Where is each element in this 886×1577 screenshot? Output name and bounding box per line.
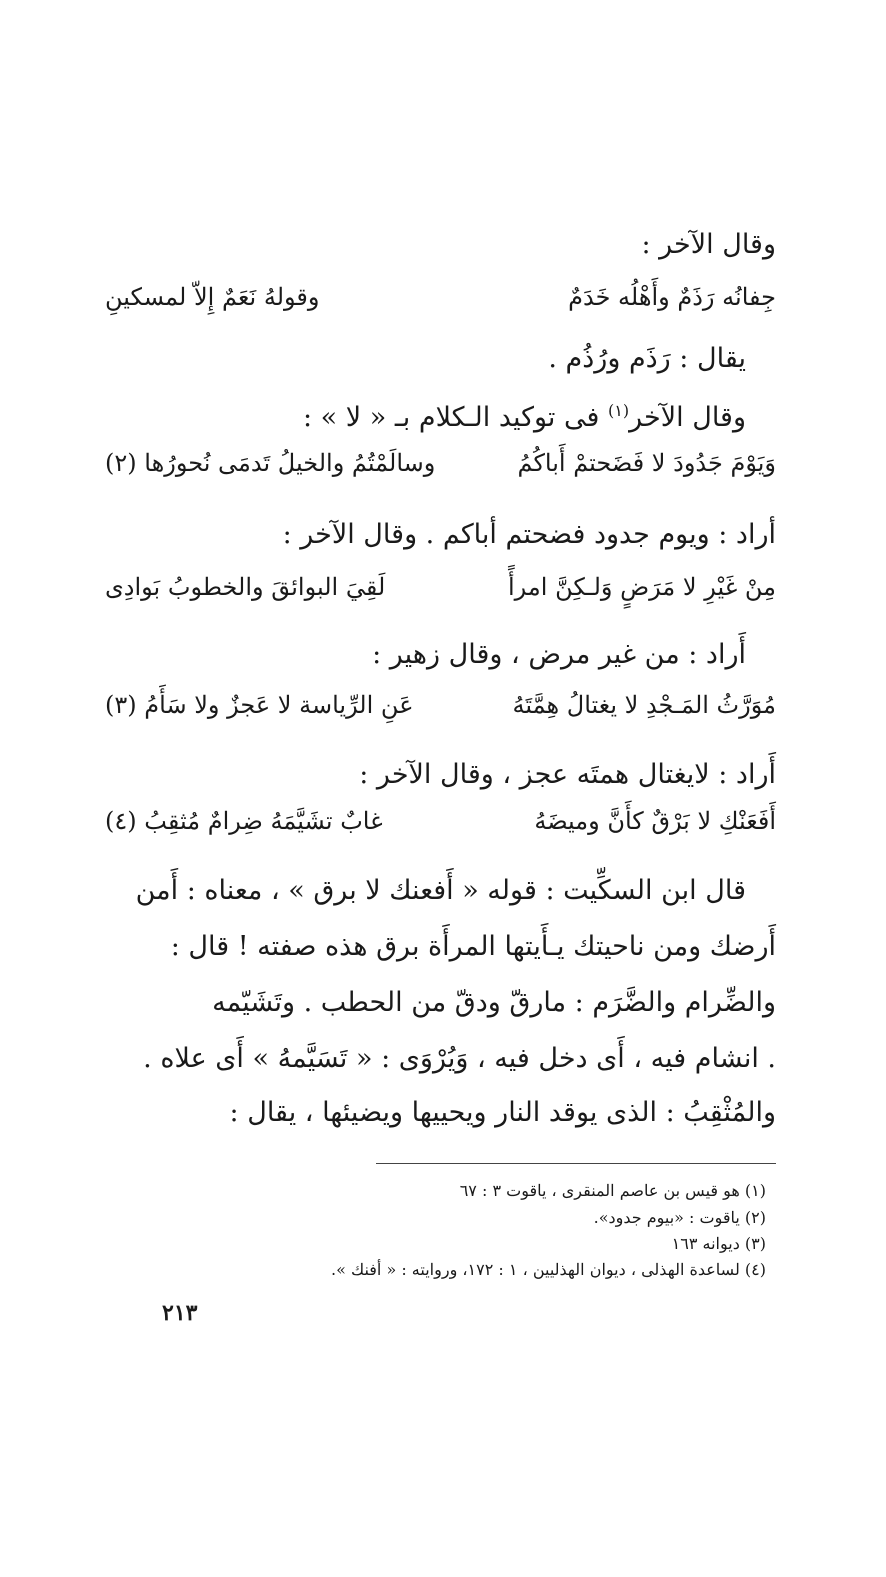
verse-hemistich-left (105, 686, 414, 724)
text-span: وسالَمْتُمُ والخيلُ تَدمَى نُحورُها (144, 449, 436, 477)
text-line (105, 636, 746, 674)
verse-hemistich-left: لَقِيَ البوائقَ والخطوبُ بَوادِى (105, 573, 386, 601)
verse-hemistich-left (105, 444, 435, 482)
verse-line (105, 802, 776, 840)
text-span: وقال الآخر : (641, 229, 776, 260)
text-span: فى توكيد الـكلام بـ « لا » : (302, 402, 600, 433)
footnote: (٣) ديوانه ١٦٣ (671, 1234, 766, 1253)
verse-hemistich-right: جِفانُه رَذَمٌ وأَهْلُه خَدَمٌ (568, 283, 776, 311)
text-span: غابٌ تشَيَّمَهُ ضِرامٌ مُثقِبُ (144, 807, 383, 835)
footnote-marker: (١) (608, 401, 630, 420)
text-line (105, 928, 776, 966)
text-span: . انشام فيه ، أَى دخل فيه ، وَيُرْوَى : « تَسَيَّمهُ » أَى علاه . (143, 1043, 776, 1074)
text-span: والضِّرام والضَّرَم : مارقّ ودقّ من الحطب . وتَشَيّمه (212, 987, 776, 1018)
footnote-marker: (٤) (105, 807, 137, 835)
verse-line (105, 568, 776, 606)
text-line (105, 516, 776, 554)
page-number: ٢١٣ (162, 1300, 198, 1326)
footnote-marker: (٢) (105, 449, 137, 477)
text-line (105, 984, 776, 1022)
text-line (105, 392, 746, 437)
text-line (105, 340, 746, 378)
text-span: أراد : ويوم جدود فضحتم أباكم . وقال الآخر : (282, 519, 776, 550)
text-span: قال ابن السكِّيت : قوله « أَفعنك لا برق » ، معناه : أَمن (135, 875, 746, 906)
footnote-divider (376, 1163, 776, 1164)
text-line (105, 872, 746, 910)
verse-hemistich-left: وقولهُ نَعَمٌ إِلاّ لمسكينِ (105, 283, 320, 311)
text-span: أَراد : لايغتال همتَه عجز ، وقال الآخر : (359, 759, 776, 790)
footnote: (٢) ياقوت : «بيوم جدود». (593, 1208, 766, 1227)
verse-line (105, 278, 776, 316)
verse-hemistich-right: مُوَرَّثُ المَـجْدِ لا يغتالُ هِمَّتَهُ (512, 691, 776, 719)
verse-hemistich-right: أَفَعَنْكِ لا بَرْقٌ كأَنَّ وميضَهُ (534, 807, 776, 835)
text-span: أَراد : من غير مرض ، وقال زهير : (372, 639, 746, 670)
verse-hemistich-right: وَيَوْمَ جَدُودَ لا فَضَحتمْ أَباكُمُ (517, 449, 776, 477)
footnote: (٤) لساعدة الهذلى ، ديوان الهذليين ، ١ : ١٧٢، وروايته : « أفنك ». (331, 1260, 766, 1279)
verse-line (105, 686, 776, 724)
footnote-marker: (٣) (105, 691, 137, 719)
verse-hemistich-left (105, 802, 383, 840)
text-span: والمُثْقِبُ : الذى يوقد النار ويحييها ويضيئها ، يقال : (229, 1097, 776, 1128)
text-span: وقال الآخر (629, 402, 746, 433)
footnote: (١) هو قيس بن عاصم المنقرى ، ياقوت ٣ : ٦٧ (459, 1181, 766, 1200)
text-span: يقال : رَذَم ورُذُم . (548, 343, 746, 374)
text-line (105, 756, 776, 794)
text-line (105, 1040, 776, 1078)
verse-line (105, 444, 776, 482)
text-span: عَنِ الرِّياسة لا عَجزٌ ولا سَأَمُ (144, 691, 414, 719)
text-line (105, 226, 776, 264)
verse-hemistich-right: مِنْ غَيْرِ لا مَرَضٍ وَلـكِنَّ امرأً (508, 573, 776, 601)
text-line (105, 1094, 776, 1132)
text-span: أَرضك ومن ناحيتك يـأَيتها المرأَة برق هذه صفته ! قال : (170, 931, 776, 962)
